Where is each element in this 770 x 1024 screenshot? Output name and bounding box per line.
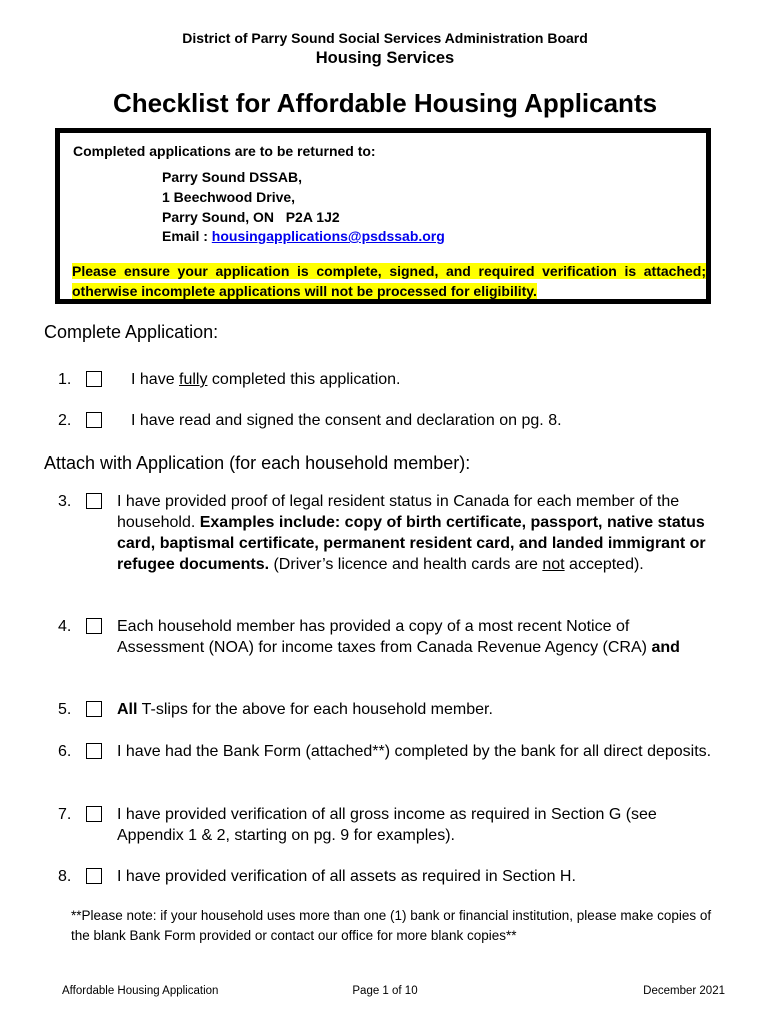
item-text: I have provided verification of all gross income as required in Section G (see Appendix 1 & 2, starting on pg. 9 for examples). — [117, 806, 657, 844]
item-text: I have had the Bank Form (attached**) completed by the bank for all direct deposits. — [117, 743, 712, 760]
item-text: Each household member has provided a copy of a most recent Notice of Assessment (NOA) for income taxes from Canada Revenue Agency (CRA) and — [117, 618, 680, 656]
item-number: 4. — [58, 618, 72, 635]
bank-form-note: **Please note: if your household uses more than one (1) bank or financial institution, please make copies of the blank Bank Form provided or contact our office for more blank copies** — [71, 908, 712, 943]
checkbox[interactable] — [86, 743, 102, 759]
checkbox[interactable] — [86, 868, 102, 884]
department-name: Housing Services — [315, 49, 455, 67]
item-text: I have fully completed this application. — [131, 371, 401, 388]
checkbox[interactable] — [86, 371, 102, 387]
item-number: 1. — [58, 371, 72, 388]
item-number: 2. — [58, 412, 72, 429]
email-link[interactable]: housingapplications@psdssab.org — [211, 228, 445, 244]
item-text: All T-slips for the above for each household member. — [117, 701, 493, 718]
address-line-3: Parry Sound, ON P2A 1J2 — [162, 209, 340, 225]
item-text: I have read and signed the consent and declaration on pg. 8. — [131, 412, 562, 429]
attach-application-heading: Attach with Application (for each household member): — [44, 453, 471, 473]
address-line-1: Parry Sound DSSAB, — [162, 169, 303, 185]
warning-text: Please ensure your application is complete, signed, and required verification is attached; otherwise incomplete applications will not be processed for eligibility. — [72, 263, 706, 299]
checkbox[interactable] — [86, 701, 102, 717]
item-number: 5. — [58, 701, 72, 718]
page-number: Page 1 of 10 — [352, 985, 418, 997]
item-number: 8. — [58, 868, 72, 885]
item-text: I have provided proof of legal resident status in Canada for each member of the household. Examples include: copy of birth certificate, passport, native status card, baptismal certificate, permanent resident card, and landed immigrant or refugee documents. (Driver’s licence and health cards are not accepted). — [117, 493, 706, 573]
checkbox[interactable] — [86, 412, 102, 428]
checkbox[interactable] — [86, 806, 102, 822]
checkbox[interactable] — [86, 493, 102, 509]
item-text: I have provided verification of all assets as required in Section H. — [117, 868, 576, 885]
page-title: Checklist for Affordable Housing Applicants — [112, 88, 658, 118]
organization-name: District of Parry Sound Social Services Administration Board — [182, 30, 588, 46]
email-line — [162, 228, 445, 244]
footer-left: Affordable Housing Application — [62, 985, 219, 997]
complete-application-heading: Complete Application: — [44, 322, 219, 342]
item-number: 6. — [58, 743, 72, 760]
email-label: Email : — [162, 228, 212, 244]
checkbox[interactable] — [86, 618, 102, 634]
address-line-2: 1 Beechwood Drive, — [162, 189, 296, 205]
footer-date: December 2021 — [643, 985, 725, 997]
return-label: Completed applications are to be returned to: — [73, 143, 376, 159]
item-number: 7. — [58, 806, 72, 823]
return-info-box — [55, 128, 711, 304]
item-number: 3. — [58, 493, 72, 510]
